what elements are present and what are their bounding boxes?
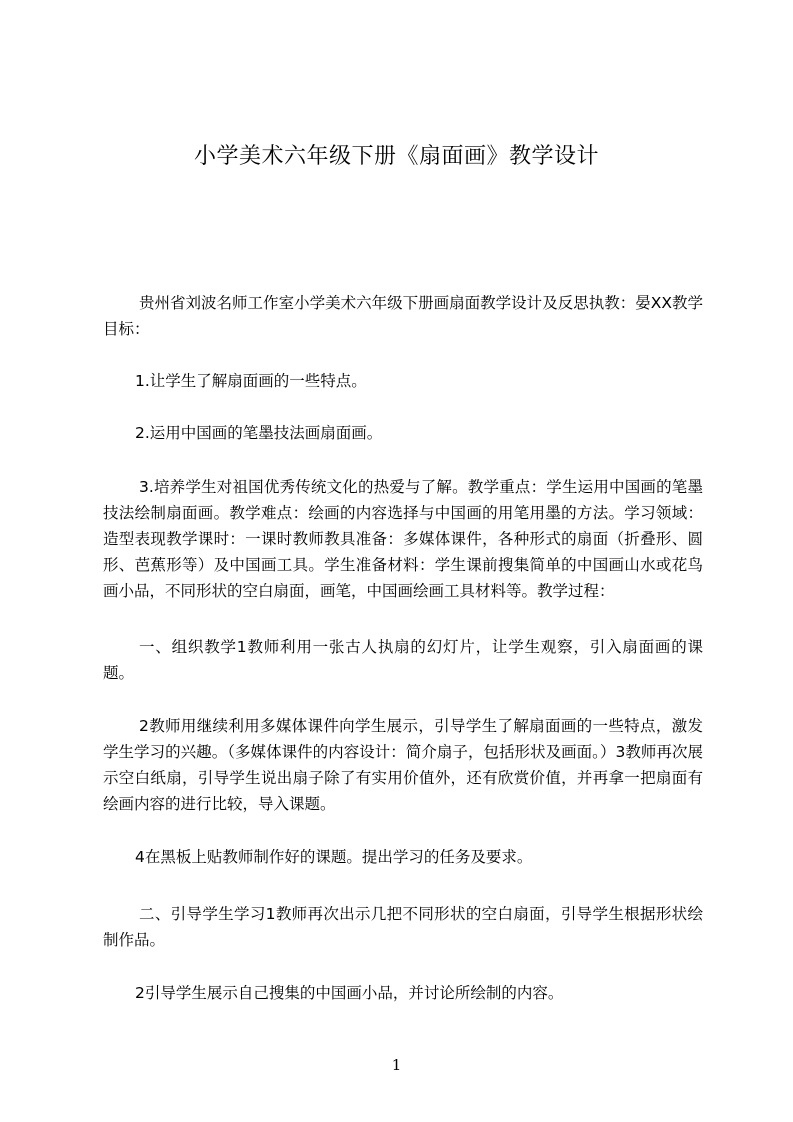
paragraph-section-2: 二、引导学生学习1教师再次出示几把不同形状的空白扇面，引导学生根据形状绘制作品。: [103, 905, 703, 949]
paragraph-step-4: 4在黑板上贴教师制作好的课题。提出学习的任务及要求。: [135, 848, 533, 866]
paragraph-section-2-step-2: 2引导学生展示自己搜集的中国画小品，并讨论所绘制的内容。: [135, 984, 564, 1002]
paragraph-step-2: 2教师用继续利用多媒体课件向学生展示，引导学生了解扇面画的一些特点，激发学生学习的兴趣。（多媒体课件的内容设计：简介扇子，包括形状及画面。）3教师再次展示空白纸扇，引导学生说出扇子除了有实用价值外，还有欣赏价值，并再拿一把扇面有绘画内容的进行比较，导入课题。: [103, 717, 703, 813]
paragraph-objective-3: 3.培养学生对祖国优秀传统文化的热爱与了解。教学重点：学生运用中国画的笔墨技法绘制扇面画。教学难点：绘画的内容选择与中国画的用笔用墨的方法。学习领域：造型表现教学课时：一课时教师教具准备：多媒体课件，各种形式的扇面（折叠形、圆形、芭蕉形等）及中国画工具。学生准备材料：学生课前搜集简单的中国画山水或花鸟画小品，不同形状的空白扇面，画笔，中国画绘画工具材料等。教学过程：: [103, 478, 703, 600]
page-number: 1: [391, 1056, 402, 1074]
document-title: 小学美术六年级下册《扇面画》教学设计: [193, 144, 599, 169]
paragraph-objective-1: 1.让学生了解扇面画的一些特点。: [135, 372, 367, 390]
paragraph-objective-2: 2.运用中国画的笔墨技法画扇面画。: [135, 424, 383, 442]
paragraph-intro: 贵州省刘波名师工作室小学美术六年级下册画扇面教学设计及反思执教：晏XX教学目标：: [103, 294, 703, 338]
paragraph-section-1: 一、组织教学1教师利用一张古人执扇的幻灯片，让学生观察，引入扇面画的课题。: [103, 638, 703, 682]
